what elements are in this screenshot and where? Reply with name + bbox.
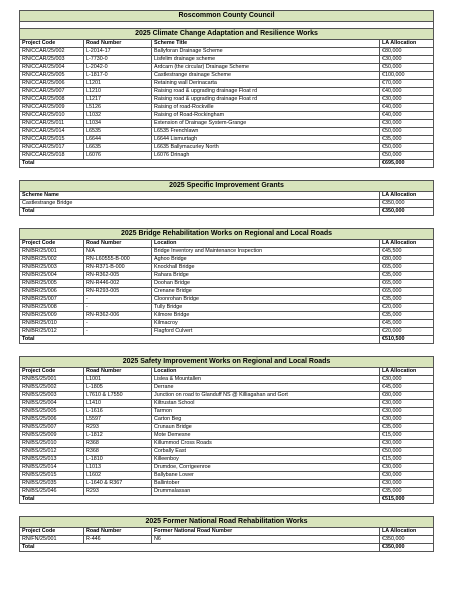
table-cell: RN/CCAR/25/008 bbox=[20, 96, 84, 104]
table-cell: Tully Bridge bbox=[152, 304, 380, 312]
table-row bbox=[20, 288, 434, 296]
table-cell: €40,000 bbox=[380, 112, 434, 120]
table-row bbox=[20, 408, 434, 416]
table-cell: Mote Demesne bbox=[152, 432, 380, 440]
table-cell: RN/BR/25/004 bbox=[20, 272, 84, 280]
table-cell: N6 bbox=[152, 536, 380, 544]
table-cell: L6644 Lismurtagh bbox=[152, 136, 380, 144]
table-cell: €50,000 bbox=[380, 128, 434, 136]
table-cell: L6644 bbox=[84, 136, 152, 144]
table-cell: €40,000 bbox=[380, 88, 434, 96]
spacer bbox=[19, 168, 433, 180]
table-cell: Retaining wall Derinacarta bbox=[152, 80, 380, 88]
table-row bbox=[20, 440, 434, 448]
table-cell: €30,000 bbox=[380, 440, 434, 448]
table-row bbox=[20, 120, 434, 128]
table-cell: €30,000 bbox=[380, 400, 434, 408]
table-cell: €70,000 bbox=[380, 80, 434, 88]
table-cell: RN-R293-005 bbox=[84, 288, 152, 296]
table-cell: RN/CCAR/25/011 bbox=[20, 120, 84, 128]
spacer bbox=[19, 504, 433, 516]
table-cell: RN/CCAR/25/005 bbox=[20, 72, 84, 80]
table-cell: €50,000 bbox=[380, 448, 434, 456]
table-cell: RN/CCAR/25/010 bbox=[20, 112, 84, 120]
table-cell: €30,000 bbox=[380, 120, 434, 128]
table-cell: €30,000 bbox=[380, 464, 434, 472]
table-row bbox=[20, 56, 434, 64]
table-cell: RN/BS/25/012 bbox=[20, 448, 84, 456]
table-cell: €35,000 bbox=[380, 296, 434, 304]
table-cell: Rahara Bridge bbox=[152, 272, 380, 280]
table-cell: RN/BR/25/002 bbox=[20, 256, 84, 264]
table-cell: Lisfelim drainage scheme bbox=[152, 56, 380, 64]
total-label: Total bbox=[20, 336, 380, 344]
table-row bbox=[20, 280, 434, 288]
table-cell: €30,000 bbox=[380, 480, 434, 488]
table-cell: Crunaun Bridge bbox=[152, 424, 380, 432]
table-cell: RN/BS/25/035 bbox=[20, 480, 84, 488]
table-row bbox=[20, 248, 434, 256]
table-cell: €45,000 bbox=[380, 320, 434, 328]
table-cell: RN/BS/25/014 bbox=[20, 464, 84, 472]
table-cell: - bbox=[84, 296, 152, 304]
safety-title: 2025 Safety Improvement Works on Regional and Local Roads bbox=[20, 357, 434, 368]
table-row bbox=[20, 128, 434, 136]
header-road-number: Road Number bbox=[84, 240, 152, 248]
header-former-national-road-number: Former National Road Number bbox=[152, 528, 380, 536]
table-cell: L-2042-0 bbox=[84, 64, 152, 72]
table-cell: N/A bbox=[84, 248, 152, 256]
table-cell: R-446 bbox=[84, 536, 152, 544]
table-cell: L1210 bbox=[84, 88, 152, 96]
spacer bbox=[20, 22, 434, 29]
table-cell: €100,000 bbox=[380, 72, 434, 80]
table-row bbox=[20, 488, 434, 496]
table-cell: RN/BR/25/009 bbox=[20, 312, 84, 320]
table-cell: €20,000 bbox=[380, 328, 434, 336]
climate-title: 2025 Climate Change Adaptation and Resilience Works bbox=[20, 29, 434, 40]
table-cell: RN/BS/25/013 bbox=[20, 456, 84, 464]
table-cell: R368 bbox=[84, 448, 152, 456]
table-cell: Flagford Culvert bbox=[152, 328, 380, 336]
total-value: €695,000 bbox=[380, 160, 434, 168]
table-cell: RN/CCAR/25/006 bbox=[20, 80, 84, 88]
table-cell: Junction on road to Glanduff NS @ Killiagahan and Gort bbox=[152, 392, 380, 400]
table-cell: RN/BS/25/004 bbox=[20, 400, 84, 408]
table-row bbox=[20, 464, 434, 472]
table-cell: Castlestrange Bridge bbox=[20, 200, 380, 208]
header-la-allocation: LA Allocation bbox=[380, 240, 434, 248]
table-cell: R293 bbox=[84, 424, 152, 432]
table-cell: €350,000 bbox=[380, 536, 434, 544]
table-cell: Crenane Bridge bbox=[152, 288, 380, 296]
header-location: Location bbox=[152, 240, 380, 248]
table-cell: Knockhall Bridge bbox=[152, 264, 380, 272]
table-cell: RN/BS/25/046 bbox=[20, 488, 84, 496]
table-cell: Kiltrustan School bbox=[152, 400, 380, 408]
table-row bbox=[20, 424, 434, 432]
table-cell: L6635 Ballymacurley North bbox=[152, 144, 380, 152]
national-title: 2025 Former National Road Rehabilitation Works bbox=[20, 517, 434, 528]
table-row bbox=[20, 200, 434, 208]
table-row bbox=[20, 144, 434, 152]
table-cell: €35,000 bbox=[380, 136, 434, 144]
header-location: Location bbox=[152, 368, 380, 376]
table-cell: €35,000 bbox=[380, 488, 434, 496]
table-cell: RN/BR/25/005 bbox=[20, 280, 84, 288]
table-cell: €35,000 bbox=[380, 312, 434, 320]
table-cell: RN/BR/25/012 bbox=[20, 328, 84, 336]
table-cell: Drummalassan bbox=[152, 488, 380, 496]
table-cell: Kilmore Bridge bbox=[152, 312, 380, 320]
table-cell: Derrane bbox=[152, 384, 380, 392]
table-cell: €30,000 bbox=[380, 56, 434, 64]
table-cell: Castlestrange drainage Scheme bbox=[152, 72, 380, 80]
table-cell: €50,000 bbox=[380, 144, 434, 152]
header-road-number: Road Number bbox=[84, 40, 152, 48]
table-cell: L6535 bbox=[84, 128, 152, 136]
total-value: €350,000 bbox=[380, 544, 434, 552]
header-road-number: Road Number bbox=[84, 368, 152, 376]
table-cell: L-1805 bbox=[84, 384, 152, 392]
table-cell: R293 bbox=[84, 488, 152, 496]
table-cell: RN/BS/25/009 bbox=[20, 432, 84, 440]
table-cell: €65,000 bbox=[380, 264, 434, 272]
header-project-code: Project Code bbox=[20, 240, 84, 248]
table-cell: Ballybane Lower bbox=[152, 472, 380, 480]
table-cell: Raising of Road-Rockingham bbox=[152, 112, 380, 120]
table-cell: RN/BR/25/008 bbox=[20, 304, 84, 312]
table-cell: €15,000 bbox=[380, 456, 434, 464]
header-project-code: Project Code bbox=[20, 40, 84, 48]
table-cell: Lislea & Mountallen bbox=[152, 376, 380, 384]
national-header-row bbox=[20, 528, 434, 536]
table-cell: RN/BR/25/007 bbox=[20, 296, 84, 304]
document-page bbox=[19, 10, 433, 552]
table-cell: €80,000 bbox=[380, 392, 434, 400]
table-cell: Doohan Bridge bbox=[152, 280, 380, 288]
table-row bbox=[20, 472, 434, 480]
table-cell: L-1812 bbox=[84, 432, 152, 440]
table-row bbox=[20, 136, 434, 144]
table-cell: €15,000 bbox=[380, 432, 434, 440]
table-cell: L-2014-17 bbox=[84, 48, 152, 56]
bridge-header-row bbox=[20, 240, 434, 248]
header-la-allocation: LA Allocation bbox=[380, 192, 434, 200]
bridge-table bbox=[19, 228, 434, 344]
table-row bbox=[20, 416, 434, 424]
table-row bbox=[20, 400, 434, 408]
table-cell: RN/CCAR/25/004 bbox=[20, 64, 84, 72]
table-cell: RN/CCAR/25/014 bbox=[20, 128, 84, 136]
table-row bbox=[20, 104, 434, 112]
total-value: €350,000 bbox=[380, 208, 434, 216]
table-row bbox=[20, 320, 434, 328]
table-cell: RN/BS/25/007 bbox=[20, 424, 84, 432]
improvement-header-row bbox=[20, 192, 434, 200]
table-cell: €80,000 bbox=[380, 256, 434, 264]
safety-total-row bbox=[20, 496, 434, 504]
table-row bbox=[20, 256, 434, 264]
table-cell: L5597 bbox=[84, 416, 152, 424]
table-cell: €30,000 bbox=[380, 96, 434, 104]
table-cell: L6535 Frenchlawn bbox=[152, 128, 380, 136]
table-row bbox=[20, 312, 434, 320]
improvement-title: 2025 Specific Improvement Grants bbox=[20, 181, 434, 192]
table-row bbox=[20, 80, 434, 88]
table-cell: €30,000 bbox=[380, 408, 434, 416]
table-cell: R368 bbox=[84, 440, 152, 448]
table-cell: L7610 & L7550 bbox=[84, 392, 152, 400]
table-cell: RN/CCAR/25/009 bbox=[20, 104, 84, 112]
header-scheme-name: Scheme Name bbox=[20, 192, 380, 200]
climate-table bbox=[19, 10, 434, 168]
table-cell: RN/BS/25/001 bbox=[20, 376, 84, 384]
table-cell: L5126 bbox=[84, 104, 152, 112]
table-row bbox=[20, 328, 434, 336]
table-row bbox=[20, 72, 434, 80]
table-cell: RN/BR/25/006 bbox=[20, 288, 84, 296]
table-cell: €35,000 bbox=[380, 424, 434, 432]
table-cell: RN-R446-002 bbox=[84, 280, 152, 288]
table-cell: Corbally East bbox=[152, 448, 380, 456]
table-cell: Killeenboy bbox=[152, 456, 380, 464]
table-cell: Bridge Inventory and Maintenance Inspection bbox=[152, 248, 380, 256]
table-cell: €65,000 bbox=[380, 280, 434, 288]
table-cell: €30,000 bbox=[380, 472, 434, 480]
table-cell: L-7730-0 bbox=[84, 56, 152, 64]
table-row bbox=[20, 272, 434, 280]
header-la-allocation: LA Allocation bbox=[380, 528, 434, 536]
table-cell: €45,000 bbox=[380, 384, 434, 392]
table-cell: L-1810 bbox=[84, 456, 152, 464]
table-cell: RN/CCAR/25/015 bbox=[20, 136, 84, 144]
table-row bbox=[20, 392, 434, 400]
table-cell: RN/BS/25/002 bbox=[20, 384, 84, 392]
table-cell: Carton Beg bbox=[152, 416, 380, 424]
table-cell: Ballyforan Drainage Scheme bbox=[152, 48, 380, 56]
table-cell: L1001 bbox=[84, 376, 152, 384]
table-cell: RN-L60555-B-000 bbox=[84, 256, 152, 264]
bridge-title: 2025 Bridge Rehabilitation Works on Regional and Local Roads bbox=[20, 229, 434, 240]
table-cell: L1410 bbox=[84, 400, 152, 408]
table-cell: - bbox=[84, 304, 152, 312]
table-row bbox=[20, 152, 434, 160]
table-cell: RN-R362-006 bbox=[84, 312, 152, 320]
table-cell: Raising road & upgrading drainage Float rd bbox=[152, 88, 380, 96]
table-cell: RN/BS/25/003 bbox=[20, 392, 84, 400]
table-cell: L6076 Drinagh bbox=[152, 152, 380, 160]
table-cell: RN/BR/25/010 bbox=[20, 320, 84, 328]
climate-header-row bbox=[20, 40, 434, 48]
table-cell: €30,000 bbox=[380, 416, 434, 424]
table-row bbox=[20, 376, 434, 384]
header-la-allocation: LA Allocation bbox=[380, 40, 434, 48]
table-row bbox=[20, 456, 434, 464]
improvement-table bbox=[19, 180, 434, 216]
table-cell: L-1817-0 bbox=[84, 72, 152, 80]
spacer bbox=[19, 216, 433, 228]
table-row bbox=[20, 296, 434, 304]
table-cell: Kilmacroy bbox=[152, 320, 380, 328]
table-cell: - bbox=[84, 328, 152, 336]
table-cell: L-1616 bbox=[84, 408, 152, 416]
table-cell: €65,000 bbox=[380, 288, 434, 296]
table-cell: RN/CCAR/25/018 bbox=[20, 152, 84, 160]
council-title: Roscommon County Council bbox=[20, 11, 434, 22]
table-cell: RN/CCAR/25/017 bbox=[20, 144, 84, 152]
table-row bbox=[20, 448, 434, 456]
table-row bbox=[20, 112, 434, 120]
table-cell: RN/BS/25/010 bbox=[20, 440, 84, 448]
table-row bbox=[20, 48, 434, 56]
national-table bbox=[19, 516, 434, 552]
table-cell: €40,000 bbox=[380, 104, 434, 112]
table-row bbox=[20, 384, 434, 392]
table-cell: Killummod Cross Roads bbox=[152, 440, 380, 448]
table-cell: RN-R371-B-000 bbox=[84, 264, 152, 272]
table-cell: Ballintober bbox=[152, 480, 380, 488]
national-total-row bbox=[20, 544, 434, 552]
table-row bbox=[20, 88, 434, 96]
total-value: €515,000 bbox=[380, 496, 434, 504]
header-project-code: Project Code bbox=[20, 528, 84, 536]
table-cell: L1602 bbox=[84, 472, 152, 480]
header-la-allocation: LA Allocation bbox=[380, 368, 434, 376]
table-cell: Tarmon bbox=[152, 408, 380, 416]
table-cell: L6076 bbox=[84, 152, 152, 160]
table-cell: - bbox=[84, 320, 152, 328]
table-row bbox=[20, 264, 434, 272]
table-cell: €45,500 bbox=[380, 248, 434, 256]
table-cell: L6635 bbox=[84, 144, 152, 152]
table-cell: L1013 bbox=[84, 464, 152, 472]
table-cell: Aghoo Bridge bbox=[152, 256, 380, 264]
table-cell: €30,000 bbox=[380, 376, 434, 384]
table-cell: RN/BR/25/001 bbox=[20, 248, 84, 256]
table-cell: RN/BS/25/006 bbox=[20, 416, 84, 424]
table-row bbox=[20, 96, 434, 104]
table-cell: L-1640 & R367 bbox=[84, 480, 152, 488]
table-cell: L1034 bbox=[84, 120, 152, 128]
table-row bbox=[20, 64, 434, 72]
table-cell: €80,000 bbox=[380, 48, 434, 56]
table-cell: Raising of road-Rockville bbox=[152, 104, 380, 112]
total-label: Total bbox=[20, 160, 380, 168]
table-cell: Drumdoe, Corrigeenroe bbox=[152, 464, 380, 472]
header-project-code: Project Code bbox=[20, 368, 84, 376]
total-label: Total bbox=[20, 208, 380, 216]
table-cell: Cloonrohan Bridge bbox=[152, 296, 380, 304]
table-cell: L1217 bbox=[84, 96, 152, 104]
table-cell: €50,000 bbox=[380, 152, 434, 160]
table-cell: €20,000 bbox=[380, 304, 434, 312]
table-cell: €35,000 bbox=[380, 272, 434, 280]
safety-table bbox=[19, 356, 434, 504]
table-cell: Raising road & upgrading drainage Float rd bbox=[152, 96, 380, 104]
header-road-number: Road Number bbox=[84, 528, 152, 536]
table-cell: €350,000 bbox=[380, 200, 434, 208]
total-value: €510,500 bbox=[380, 336, 434, 344]
table-row bbox=[20, 480, 434, 488]
table-cell: RN/BR/25/003 bbox=[20, 264, 84, 272]
spacer bbox=[19, 344, 433, 356]
total-label: Total bbox=[20, 496, 380, 504]
table-cell: €50,000 bbox=[380, 64, 434, 72]
table-row bbox=[20, 304, 434, 312]
table-row bbox=[20, 536, 434, 544]
table-cell: RN/BS/25/015 bbox=[20, 472, 84, 480]
table-cell: RN/CCAR/25/007 bbox=[20, 88, 84, 96]
climate-total-row bbox=[20, 160, 434, 168]
table-cell: RN/FN/25/001 bbox=[20, 536, 84, 544]
table-cell: RN/CCAR/25/002 bbox=[20, 48, 84, 56]
table-cell: RN/BS/25/005 bbox=[20, 408, 84, 416]
table-cell: RN-R362-005 bbox=[84, 272, 152, 280]
total-label: Total bbox=[20, 544, 380, 552]
bridge-total-row bbox=[20, 336, 434, 344]
table-cell: RN/CCAR/25/003 bbox=[20, 56, 84, 64]
header-scheme-title: Scheme Title bbox=[152, 40, 380, 48]
table-cell: L1032 bbox=[84, 112, 152, 120]
table-row bbox=[20, 432, 434, 440]
table-cell: Ardcarn (the circular) Drainage Scheme bbox=[152, 64, 380, 72]
safety-header-row bbox=[20, 368, 434, 376]
table-cell: L1201 bbox=[84, 80, 152, 88]
improvement-total-row bbox=[20, 208, 434, 216]
table-cell: Extension of Drainage System-Grange bbox=[152, 120, 380, 128]
